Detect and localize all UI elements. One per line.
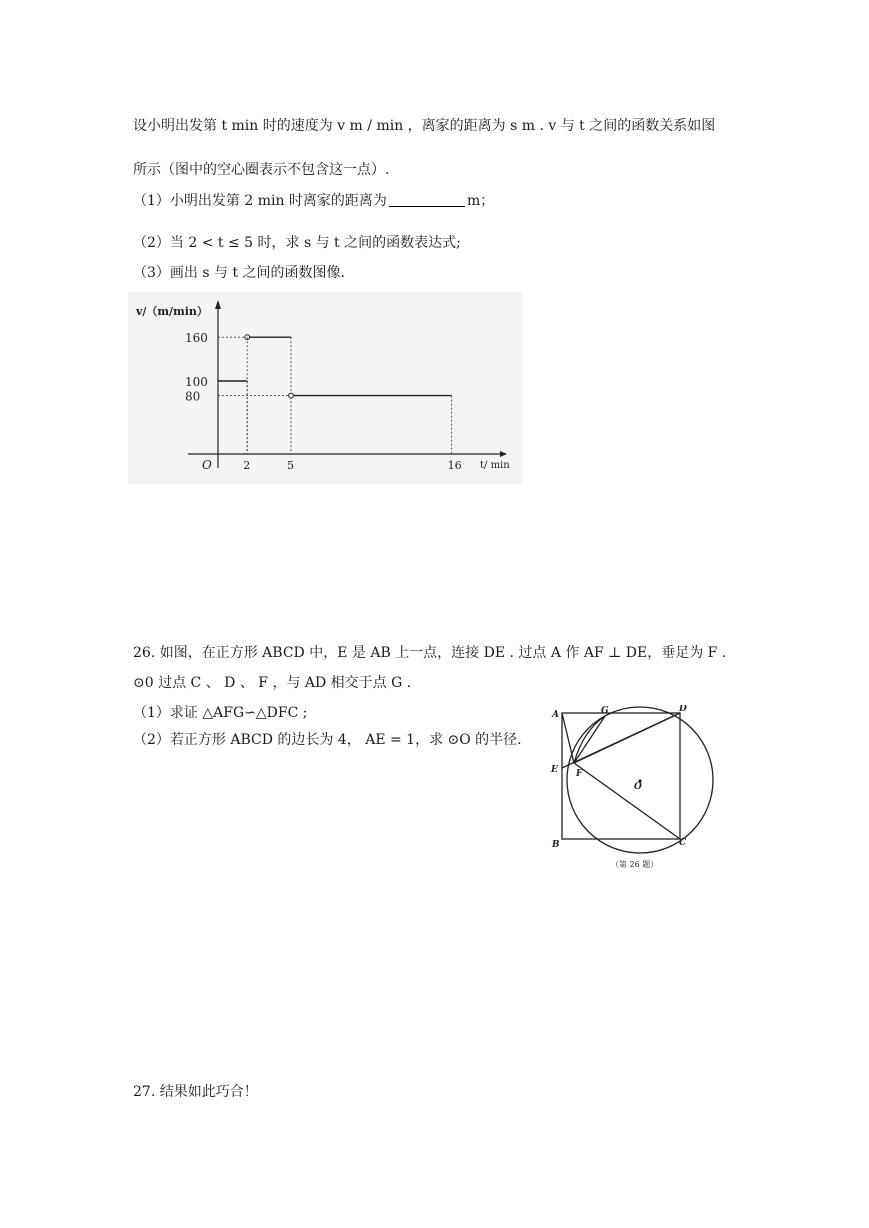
velocity-time-chart bbox=[128, 292, 523, 484]
label-g: G bbox=[601, 706, 609, 716]
q25-part2: （2）当 2 < t ≤ 5 时，求 s 与 t 之间的函数表达式; bbox=[133, 235, 461, 251]
label-c: C bbox=[679, 838, 687, 848]
q25-intro-line2: 所示（图中的空心圈表示不包含这一点）. bbox=[133, 162, 390, 178]
answer-blank bbox=[389, 192, 465, 207]
figure-caption: （第 26 题） bbox=[611, 860, 659, 869]
q26-line2: ⊙0 过点 C 、 D 、 F ，与 AD 相交于点 G . bbox=[133, 675, 412, 691]
x-tick-label-5: 5 bbox=[287, 459, 294, 472]
q26-line1: 26. 如图，在正方形 ABCD 中，E 是 AB 上一点，连接 DE . 过点 A 作 AF ⊥ DE，垂足为 F . bbox=[133, 645, 727, 661]
square-circle-figure bbox=[545, 705, 725, 875]
q27-line1: 27. 结果如此巧合！ bbox=[133, 1084, 258, 1100]
open-point-2 bbox=[289, 393, 294, 398]
label-d: D bbox=[679, 705, 687, 714]
segment-fc bbox=[574, 763, 680, 839]
q26-part1: （1）求证 △AFG∽△DFC ; bbox=[133, 705, 308, 721]
q25-part1-text: （1）小明出发第 2 min 时离家的距离为 bbox=[133, 193, 387, 209]
label-b: B bbox=[552, 840, 560, 850]
label-e: E bbox=[551, 765, 558, 775]
label-a: A bbox=[552, 710, 559, 720]
x-tick-label-16: 16 bbox=[447, 459, 462, 472]
segment-af bbox=[562, 713, 574, 763]
y-tick-label-80: 80 bbox=[185, 389, 201, 404]
x-axis-label: t/ min bbox=[480, 460, 510, 471]
origin-label: O bbox=[202, 458, 212, 472]
x-tick-label-2: 2 bbox=[243, 459, 251, 472]
q25-part1-unit: m； bbox=[466, 193, 495, 209]
q26-part2: （2）若正方形 ABCD 的边长为 4， AE = 1，求 ⊙O 的半径. bbox=[133, 732, 522, 748]
y-tick-label-100: 100 bbox=[185, 375, 208, 389]
q25-intro-line1: 设小明出发第 t min 时的速度为 v m / min ，离家的距离为 s m . v 与 t 之间的函数关系如图 bbox=[133, 118, 716, 134]
label-f: F bbox=[576, 769, 583, 779]
y-axis-label: v/（m/min） bbox=[136, 305, 208, 318]
q25-part1 bbox=[133, 191, 494, 211]
q25-part3: （3）画出 s 与 t 之间的函数图像. bbox=[133, 265, 345, 281]
label-o: O bbox=[634, 782, 642, 792]
y-tick-label-160: 160 bbox=[185, 331, 208, 346]
